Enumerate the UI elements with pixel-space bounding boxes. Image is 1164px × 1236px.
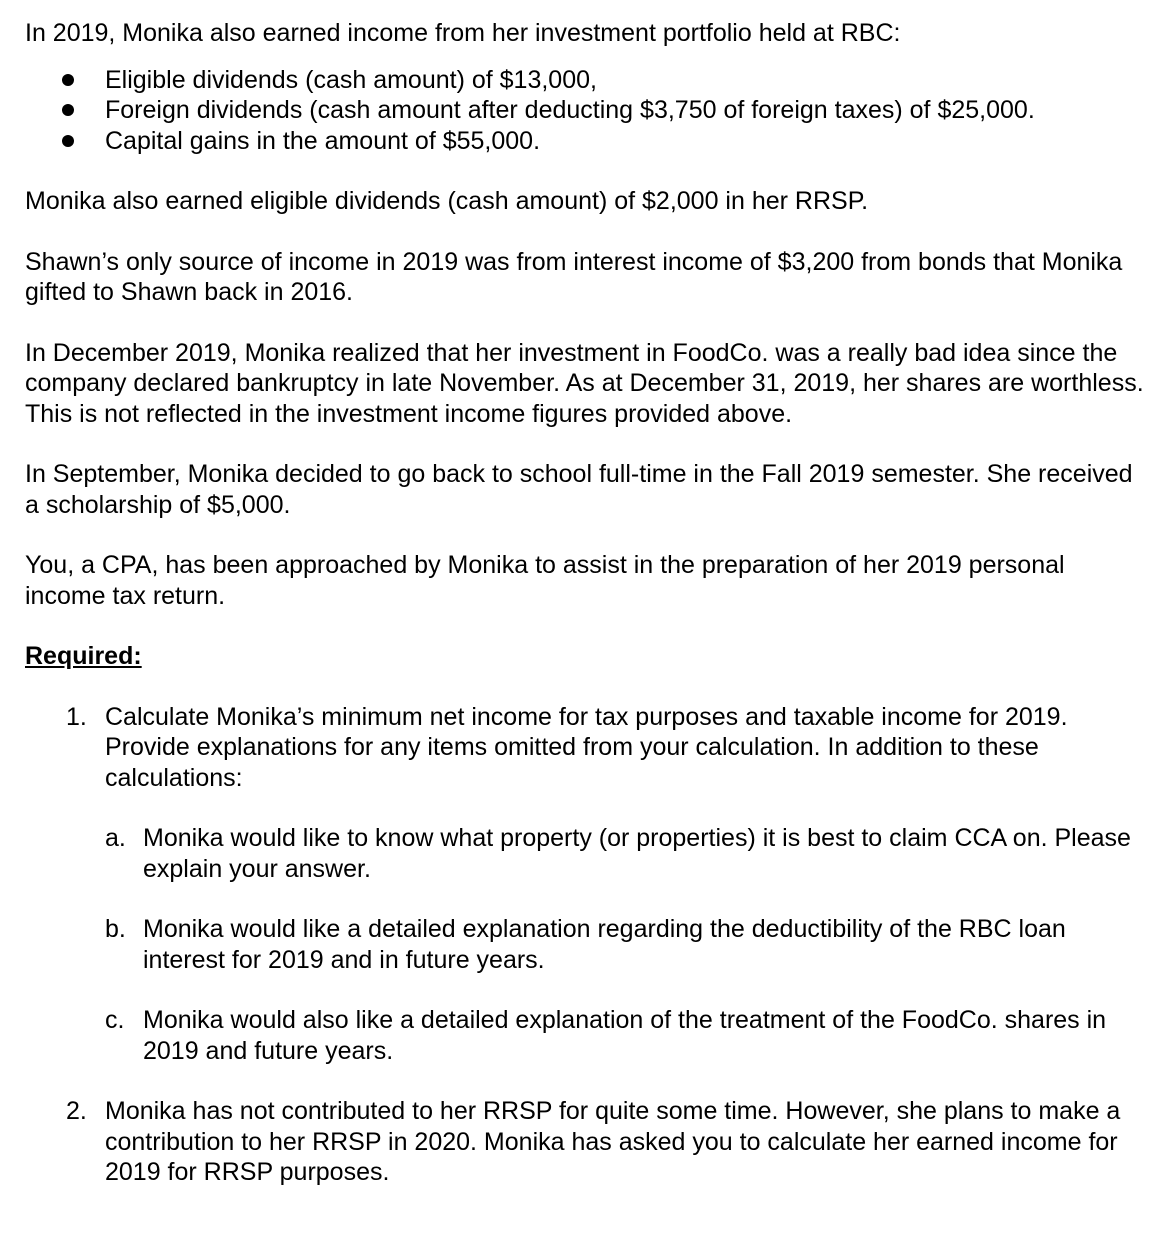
subtask-letter: a.	[105, 824, 126, 852]
bullet-text: Foreign dividends (cash amount after deducting $3,750 of foreign taxes) of $25,000.	[105, 96, 1035, 124]
task-number: 2.	[66, 1097, 87, 1125]
subtask-text: Monika would like to know what property (or properties) it is best to claim CCA on. Please explain your answer.	[143, 824, 1131, 883]
intro-paragraph: In 2019, Monika also earned income from her investment portfolio held at RBC:	[25, 19, 901, 47]
bullet-icon	[62, 104, 74, 116]
bullet-item	[25, 95, 1145, 126]
shawn-income-paragraph: Shawn’s only source of income in 2019 was from interest income of $3,200 from bonds that Monika gifted to Shawn back in 2016.	[25, 247, 1123, 306]
task-list	[25, 702, 1145, 1188]
bullet-icon	[62, 135, 74, 147]
income-bullet-list	[25, 65, 1145, 157]
task-number: 1.	[66, 702, 87, 731]
foodco-paragraph: In December 2019, Monika realized that her investment in FoodCo. was a really bad idea since the company declared bankruptcy in late November. As at December 31, 2019, her shares are worthless. This is not reflected in the investment income figures provided above.	[25, 338, 1144, 428]
subtask-text: Monika would like a detailed explanation regarding the deductibility of the RBC loan interest for 2019 and in future years.	[143, 915, 1066, 974]
subtask-list	[105, 823, 1145, 1066]
subtask-item	[105, 823, 1145, 884]
subtask-letter: c.	[105, 1006, 125, 1034]
task-text: Calculate Monika’s minimum net income for tax purposes and taxable income for 2019. Provide explanations for any items omitted from your calculation. In addition to these calculations:	[105, 702, 1068, 792]
subtask-letter: b.	[105, 915, 126, 943]
subtask-item	[105, 1005, 1145, 1066]
task-item	[25, 702, 1145, 1067]
cpa-paragraph: You, a CPA, has been approached by Monika to assist in the preparation of her 2019 personal income tax return.	[25, 551, 1065, 610]
rrsp-dividends-paragraph: Monika also earned eligible dividends (cash amount) of $2,000 in her RRSP.	[25, 187, 869, 215]
subtask-text: Monika would also like a detailed explanation of the treatment of the FoodCo. shares in 2019 and future years.	[143, 1006, 1107, 1065]
bullet-icon	[62, 74, 74, 86]
task-text: Monika has not contributed to her RRSP for quite some time. However, she plans to make a contribution to her RRSP in 2020. Monika has asked you to calculate her earned income for 2019 for RRSP purposes.	[105, 1097, 1121, 1186]
subtask-item	[105, 914, 1145, 975]
bullet-text: Capital gains in the amount of $55,000.	[105, 126, 541, 155]
document-page	[25, 18, 1145, 1188]
bullet-text: Eligible dividends (cash amount) of $13,000,	[105, 65, 597, 94]
task-item	[25, 1096, 1145, 1188]
scholarship-paragraph: In September, Monika decided to go back to school full-time in the Fall 2019 semester. She received a scholarship of $5,000.	[25, 460, 1133, 519]
required-heading: Required:	[25, 642, 142, 670]
bullet-item	[25, 65, 1145, 96]
bullet-item	[25, 126, 1145, 157]
